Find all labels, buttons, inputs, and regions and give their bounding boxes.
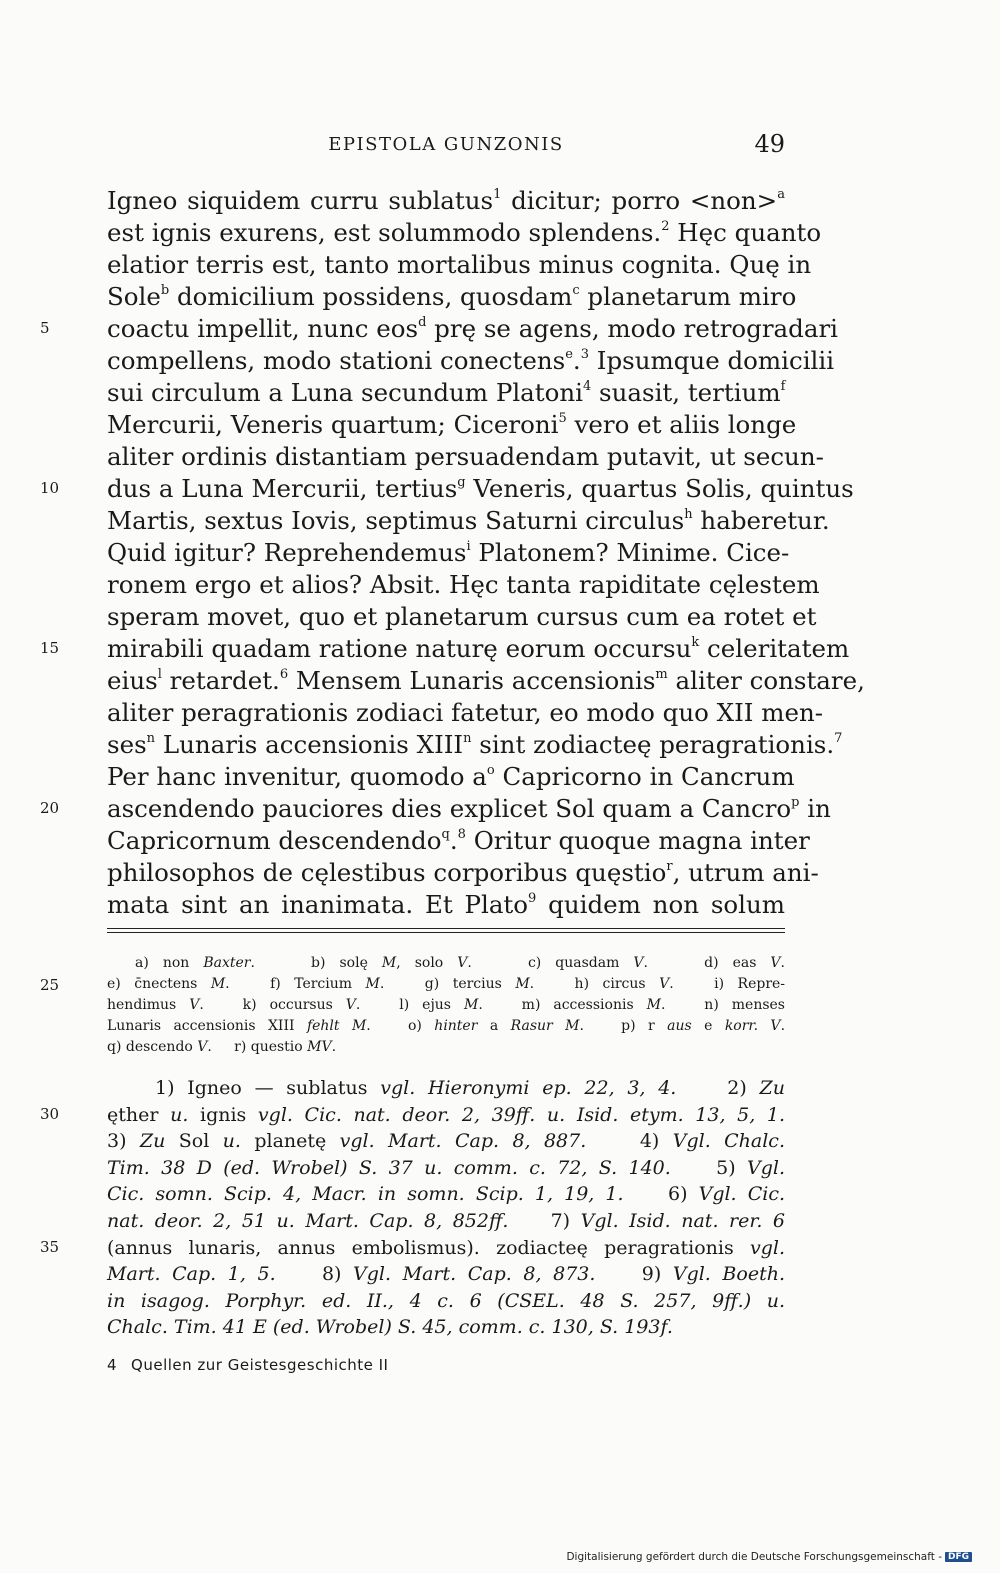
page-number: 49 <box>754 130 785 158</box>
main-text-line: Quid igitur? Reprehendemus$^i$ Platonem? Minime. Cice- <box>107 538 790 567</box>
page-header <box>107 130 785 160</box>
main-text-line: mirabili quadam ratione naturę eorum occursu$^k$ celeritatem <box>107 634 850 663</box>
main-text-line: coactu impellit, nunc eos$^d$ prę se agens, modo retrogradari <box>107 314 838 343</box>
source-note-line: nat. deor. 2, 51 u. Mart. Cap. 8, 852ff. 7) Vgl. Isid. nat. rer. 6 <box>107 1210 785 1232</box>
digitization-text: Digitalisierung gefördert durch die Deutsche Forschungsgemeinschaft - <box>566 1551 942 1563</box>
dfg-logo: DFG <box>945 1552 972 1562</box>
main-text-line: Igneo siquidem curru sublatus$^1$ dicitur; porro <non>$^a$ <box>107 186 785 215</box>
main-text-line: sui circulum a Luna secundum Platoni$^4$ suasit, tertium$^f$ <box>107 378 786 407</box>
line-number: 15 <box>40 639 60 657</box>
line-number: 10 <box>40 479 60 497</box>
apparatus-line: a) non Baxter. b) solę M, solo V. c) quasdam V. d) eas V. <box>135 955 785 971</box>
signature-number: 4 <box>107 1356 118 1374</box>
apparatus-line: e) c̄nectens M. f) Tercium M. g) tercius M. h) circus V. i) Repre- <box>107 976 786 992</box>
main-text-line: est ignis exurens, est solummodo splendens.$^2$ Hęc quanto <box>107 218 822 247</box>
running-title: EPISTOLA GUNZONIS <box>328 134 564 155</box>
main-text-line: philosophos de cęlestibus corporibus quęstio$^r$, utrum ani- <box>107 858 819 887</box>
source-note-line: (annus lunaris, annus embolismus). zodiacteę peragrationis vgl. <box>107 1236 785 1259</box>
source-note-line: 1) Igneo — sublatus vgl. Hieronymi ep. 22, 3, 4. 2) Zu <box>155 1077 785 1099</box>
main-text-line: Capricornum descendendo$^q$.$^8$ Oritur quoque magna inter <box>107 826 810 855</box>
apparatus-line: hendimus V. k) occursus V. l) ejus M. m) accessionis M. n) menses <box>107 997 785 1013</box>
main-text-line: aliter ordinis distantiam persuadendam putavit, ut secun- <box>107 442 824 471</box>
footnote-divider <box>107 928 785 929</box>
main-text-line: ses$^n$ Lunaris accensionis XIII$^n$ sint zodiacteę peragrationis.$^7$ <box>107 730 843 759</box>
source-note-line: Cic. somn. Scip. 4, Macr. in somn. Scip. 1, 19, 1. 6) Vgl. Cic. <box>107 1183 785 1206</box>
footnote-divider <box>107 932 785 933</box>
main-text-line: speram movet, quo et planetarum cursus cum ea rotet et <box>107 602 817 631</box>
main-text-line: elatior terris est, tanto mortalibus minus cognita. Quę in <box>107 250 812 279</box>
main-text-line: ronem ergo et alios? Absit. Hęc tanta rapiditate cęlestem <box>107 570 820 599</box>
signature-text: Quellen zur Geistesgeschichte II <box>131 1356 389 1374</box>
source-note-line: Tim. 38 D (ed. Wrobel) S. 37 u. comm. c. 72, S. 140. 5) Vgl. <box>107 1156 785 1179</box>
main-text-line: ascendendo pauciores dies explicet Sol quam a Cancro$^p$ in <box>107 794 831 823</box>
main-text-line: Sole$^b$ domicilium possidens, quosdam$^c$ planetarum miro <box>107 282 797 311</box>
digitization-credit <box>566 1551 972 1563</box>
main-text-line: eius$^l$ retardet.$^6$ Mensem Lunaris accensionis$^m$ aliter constare, <box>107 666 865 695</box>
main-text-line: aliter peragrationis zodiaci fatetur, eo modo quo XII men- <box>107 698 824 727</box>
source-note-line: Mart. Cap. 1, 5. 8) Vgl. Mart. Cap. 8, 873. 9) Vgl. Boeth. <box>107 1263 785 1286</box>
line-number: 35 <box>40 1238 60 1256</box>
apparatus-line: q) descendo V. r) questio MV. <box>107 1039 337 1055</box>
main-text-line: Martis, sextus Iovis, septimus Saturni circulus$^h$ haberetur. <box>107 506 830 535</box>
line-number: 20 <box>40 799 60 817</box>
source-note-line: 3) Zu Sol u. planetę vgl. Mart. Cap. 8, 887. 4) Vgl. Chalc. <box>107 1130 785 1153</box>
main-text-line: Mercurii, Veneris quartum; Ciceroni$^5$ vero et aliis longe <box>107 410 797 439</box>
source-note-line: Chalc. Tim. 41 E (ed. Wrobel) S. 45, comm. c. 130, S. 193f. <box>107 1316 673 1339</box>
line-number: 5 <box>40 319 50 337</box>
line-number: 25 <box>40 976 60 994</box>
apparatus-line: Lunaris accensionis XIII fehlt M. o) hinter a Rasur M. p) r aus e korr. V. <box>107 1018 786 1034</box>
line-number: 30 <box>40 1105 60 1123</box>
source-note-line: in isagog. Porphyr. ed. II., 4 c. 6 (CSEL. 48 S. 257, 9ff.) u. <box>107 1289 785 1312</box>
main-text-line: compellens, modo stationi conectens$^e$.$^3$ Ipsumque domicilii <box>107 346 835 375</box>
printer-signature <box>107 1356 388 1374</box>
source-note-line: ęther u. ignis vgl. Cic. nat. deor. 2, 39ff. u. Isid. etym. 13, 5, 1. <box>107 1103 786 1126</box>
main-text-line: dus a Luna Mercurii, tertius$^g$ Veneris, quartus Solis, quintus <box>107 474 854 503</box>
main-text-line: mata sint an inanimata. Et Plato$^9$ quidem non solum <box>107 890 785 919</box>
main-text-line: Per hanc invenitur, quomodo $a^o$ Capricorno in Cancrum <box>107 762 795 791</box>
